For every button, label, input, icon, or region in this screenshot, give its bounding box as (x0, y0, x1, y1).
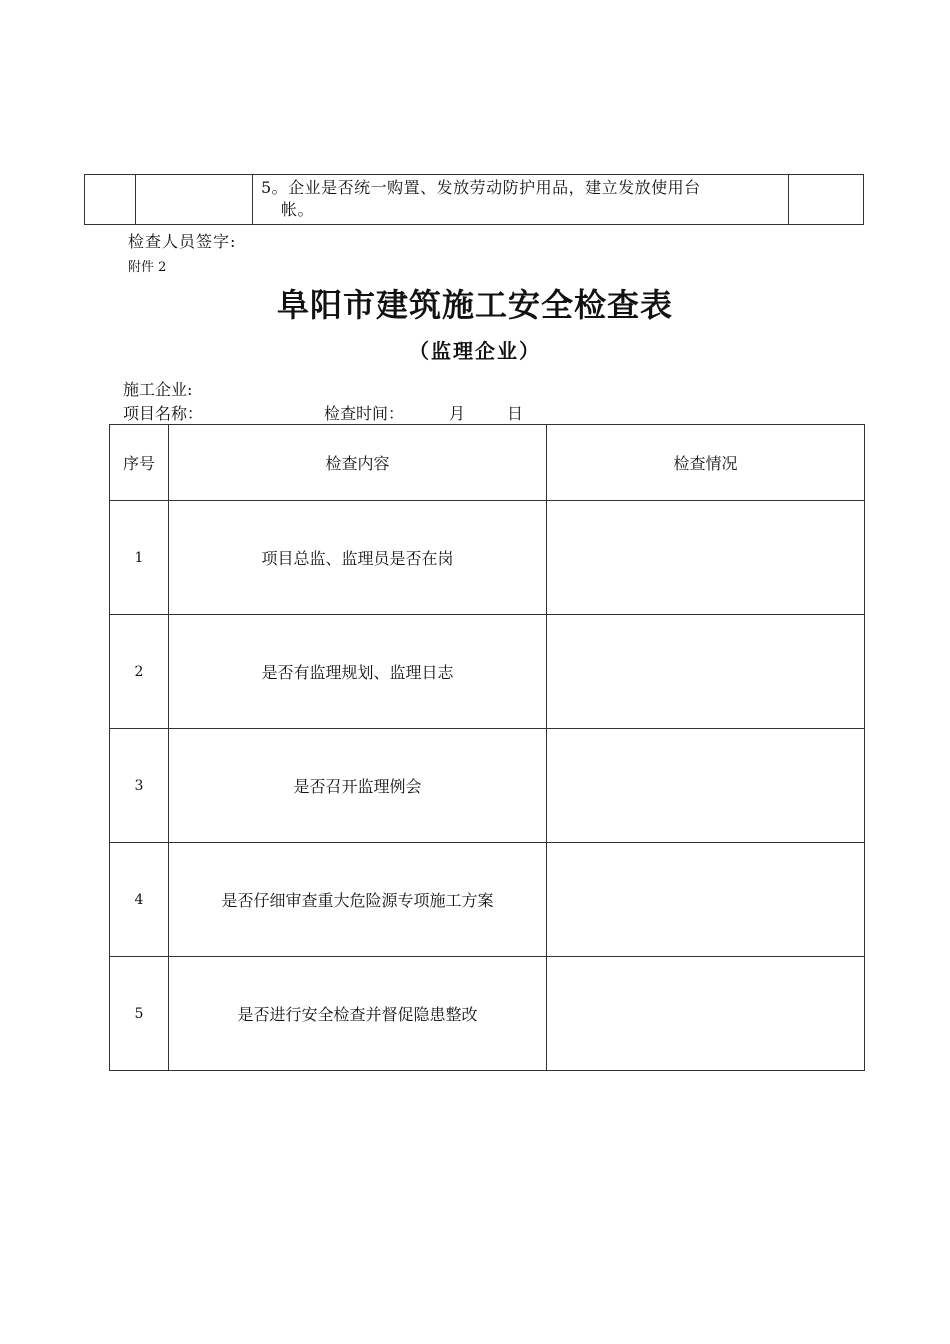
row-number: 1 (110, 501, 169, 615)
table-cell (85, 175, 136, 225)
table-row (110, 729, 865, 843)
row-content: 是否有监理规划、监理日志 (169, 615, 547, 729)
row-status[interactable] (547, 615, 865, 729)
page-subtitle: （监理企业） (409, 339, 541, 363)
row-number: 3 (110, 729, 169, 843)
inspector-signature-label: 检查人员签字: (128, 232, 237, 251)
company-field-label: 施工企业: (123, 380, 193, 399)
inspection-table (109, 424, 865, 1071)
page-title: 阜阳市建筑施工安全检查表 (276, 286, 673, 324)
table-header-row (110, 425, 865, 501)
item-text-line1: 5。企业是否统一购置、发放劳动防护用品，建立发放使用台 (261, 178, 701, 197)
day-label: 日 (507, 404, 524, 423)
table-row (110, 843, 865, 957)
attachment-label: 附件 2 (128, 260, 167, 275)
row-content: 是否召开监理例会 (169, 729, 547, 843)
table-row (110, 615, 865, 729)
check-time-label: 检查时间： (324, 404, 405, 423)
previous-checklist-table (84, 174, 864, 225)
header-no: 序号 (110, 425, 169, 501)
table-row (110, 957, 865, 1071)
row-status[interactable] (547, 957, 865, 1071)
row-content: 项目总监、监理员是否在岗 (169, 501, 547, 615)
row-status[interactable] (547, 729, 865, 843)
table-cell (136, 175, 253, 225)
header-status: 检查情况 (547, 425, 865, 501)
month-label: 月 (449, 404, 466, 423)
row-content: 是否进行安全检查并督促隐患整改 (169, 957, 547, 1071)
row-status[interactable] (547, 843, 865, 957)
table-cell (789, 175, 864, 225)
row-number: 4 (110, 843, 169, 957)
table-row (85, 175, 864, 225)
project-name-label: 项目名称： (123, 404, 204, 423)
header-content: 检查内容 (169, 425, 547, 501)
item-text-line2: 帐。 (281, 200, 315, 219)
row-number: 2 (110, 615, 169, 729)
row-content: 是否仔细审查重大危险源专项施工方案 (169, 843, 547, 957)
row-status[interactable] (547, 501, 865, 615)
row-number: 5 (110, 957, 169, 1071)
table-row (110, 501, 865, 615)
table-cell-item (253, 175, 789, 225)
